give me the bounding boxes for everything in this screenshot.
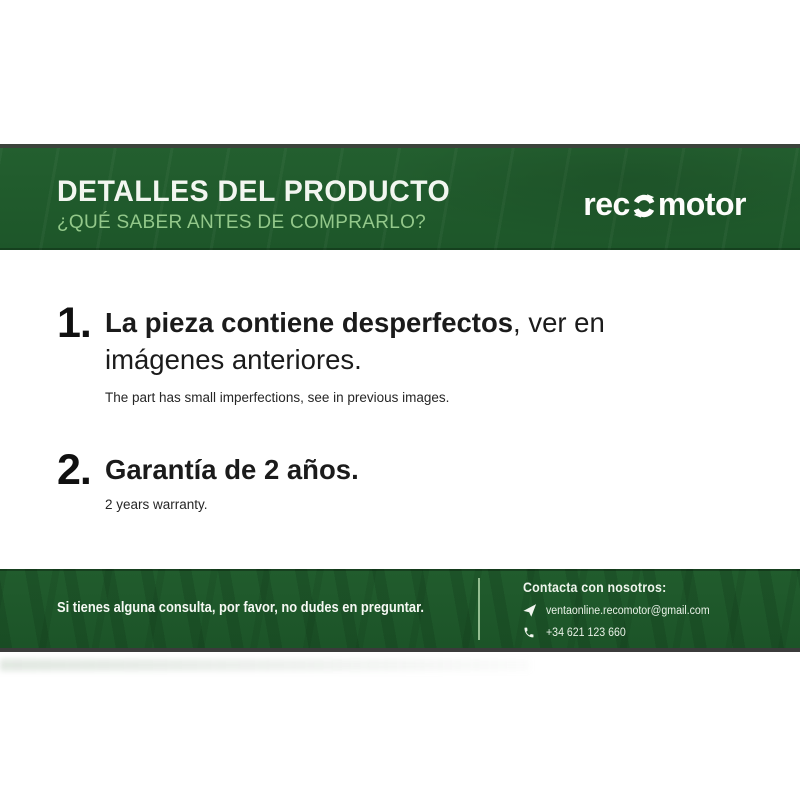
- contact-phone: +34 621 123 660: [546, 626, 626, 639]
- item-heading-line2: imágenes anteriores.: [105, 344, 362, 375]
- recycle-icon: [630, 190, 658, 219]
- product-note-2: [57, 446, 359, 512]
- contact-heading: Contacta con nosotros:: [523, 580, 667, 595]
- item-heading-bold: La pieza contiene desperfectos: [105, 307, 514, 338]
- page-subtitle: ¿QUÉ SABER ANTES DE COMPRARLO?: [57, 212, 427, 233]
- logo-text-rec: rec: [583, 186, 630, 222]
- recomotor-logo: [583, 186, 746, 223]
- header-band: [0, 144, 800, 250]
- item-heading-bold: Garantía de 2 años.: [105, 454, 359, 485]
- footer-message: Si tienes alguna consulta, por favor, no dudes en preguntar.: [57, 599, 425, 616]
- send-icon: [523, 603, 538, 618]
- item-number: 1.: [57, 299, 91, 347]
- contact-phone-row: [523, 626, 710, 639]
- item-heading-rest: , ver en: [513, 307, 605, 338]
- contact-email: ventaonline.recomotor@gmail.com: [546, 604, 710, 617]
- logo-text-motor: motor: [657, 186, 746, 222]
- item-translation: The part has small imperfections, see in previous images.: [105, 390, 450, 405]
- phone-icon: [523, 626, 538, 639]
- contact-block: [523, 580, 710, 639]
- item-number: 2.: [57, 446, 91, 494]
- item-heading-line1: [105, 451, 359, 488]
- item-heading-line1: [105, 304, 605, 341]
- page-title: DETALLES DEL PRODUCTO: [57, 175, 451, 208]
- footer-divider: [478, 578, 480, 640]
- footer-band: [0, 569, 800, 652]
- item-translation: 2 years warranty.: [105, 497, 208, 512]
- product-note-1: [57, 299, 605, 405]
- background-smudge: [0, 659, 530, 671]
- contact-email-row: [523, 603, 710, 618]
